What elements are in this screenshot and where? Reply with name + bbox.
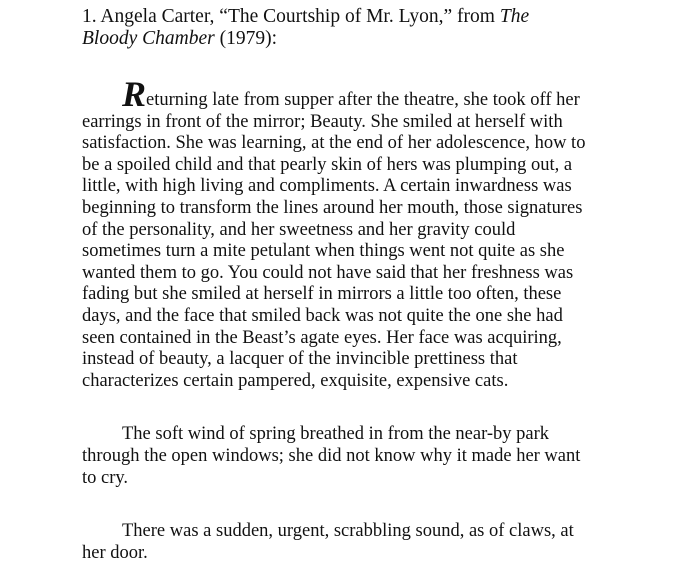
paragraph-line: wanted them to go. You could not have said that her freshness was	[82, 262, 574, 283]
paragraph-line: through the open windows; she did not know why it made her want	[82, 445, 581, 466]
paragraph-line: satisfaction. She was learning, at the end of her adolescence, how to	[82, 133, 586, 154]
paragraph-line: be a spoiled child and that pearly skin of hers was plumping out, a	[82, 154, 573, 175]
paragraph-line: The soft wind of spring breathed in from the near-by park	[122, 424, 550, 445]
paragraph-line: fading but she smiled at herself in mirrors a little too often, these	[82, 284, 562, 305]
book-title-part2: Bloody Chamber	[82, 28, 215, 49]
paragraph-line: There was a sudden, urgent, scrabbling sound, as of claws, at	[122, 521, 574, 542]
heading-suffix: (1979):	[214, 28, 277, 49]
paragraph-line: seen contained in the Beast’s agate eyes. Her face was acquiring,	[82, 327, 562, 348]
paragraph-line: to cry.	[82, 467, 129, 488]
paragraph-1	[82, 74, 622, 392]
book-title-part1: The	[499, 6, 530, 27]
heading-prefix: 1. Angela Carter, “The Courtship of Mr. Lyon,” from	[82, 6, 500, 27]
paragraph-line: Returning late from supper after the theatre, she took off her	[122, 74, 580, 114]
paragraph-line: her door.	[82, 542, 148, 563]
paragraph-line: sometimes turn a mite petulant when things went not quite as she	[82, 241, 565, 262]
paragraph-3	[82, 521, 622, 564]
paragraph-line: days, and the face that smiled back was not quite the one she had	[82, 305, 563, 326]
excerpt-heading	[82, 6, 622, 50]
document-page	[82, 6, 622, 564]
drop-cap: R	[122, 74, 147, 114]
paragraph-line: little, with high living and compliments. A certain inwardness was	[82, 176, 572, 197]
paragraph-line: earrings in front of the mirror; Beauty. She smiled at herself with	[82, 111, 563, 132]
paragraph-line: characterizes certain pampered, exquisite, expensive cats.	[82, 370, 509, 391]
paragraph-line: of the personality, and her sweetness and her gravity could	[82, 219, 516, 240]
paragraph-2	[82, 424, 622, 489]
paragraph-line: instead of beauty, a lacquer of the invincible prettiness that	[82, 349, 518, 370]
paragraph-line: beginning to transform the lines around her mouth, those signatures	[82, 197, 583, 218]
